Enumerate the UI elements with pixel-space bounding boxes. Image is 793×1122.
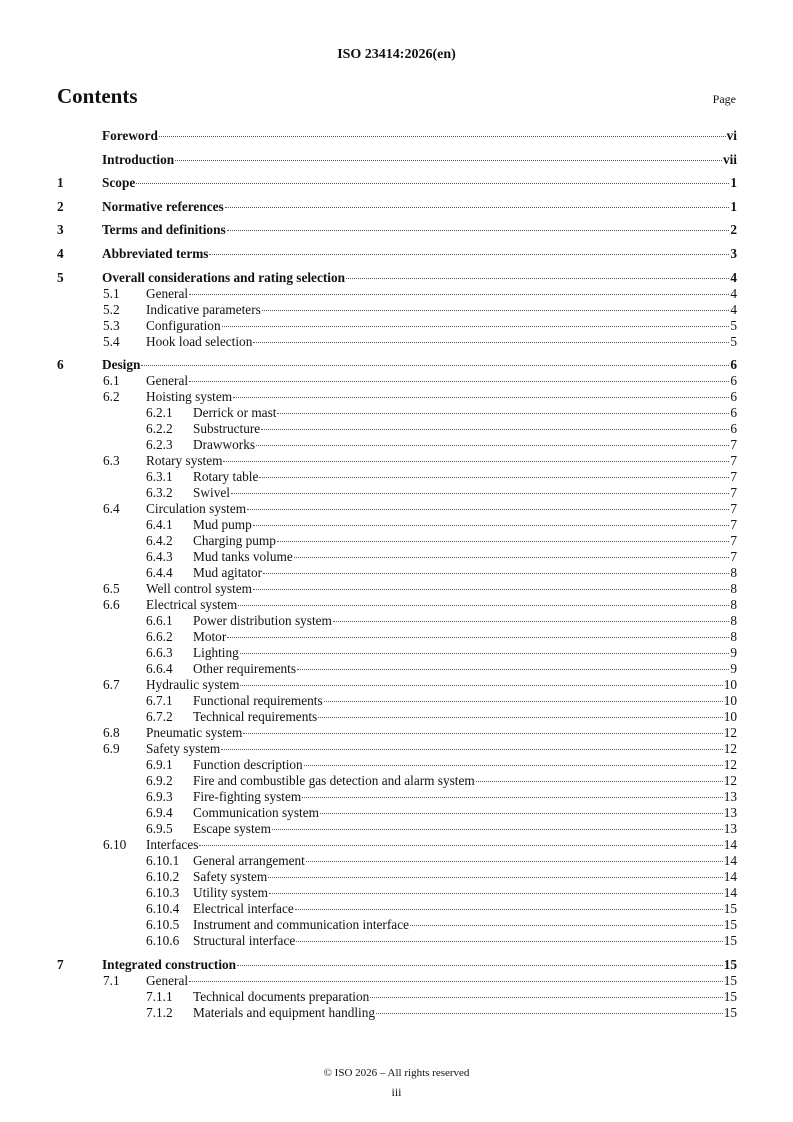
toc-entry-number: 6.3 [103, 453, 120, 469]
toc-entry-page: 1 [730, 198, 737, 214]
toc-entry[interactable] [57, 533, 737, 549]
dot-leader [294, 557, 730, 558]
toc-entry[interactable] [57, 901, 737, 917]
toc-entry-title: Rotary system [146, 453, 223, 469]
toc-entry[interactable] [57, 1005, 737, 1021]
toc-entry[interactable] [57, 757, 737, 773]
toc-entry-page: 4 [730, 285, 737, 301]
toc-entry-title: Safety system [193, 869, 268, 885]
toc-entry-page: vi [726, 128, 737, 143]
toc-entry-title: Motor [193, 629, 227, 645]
toc-entry-title: Power distribution system [193, 613, 332, 629]
toc-entry[interactable] [57, 933, 737, 949]
toc-entry-number: 6.4 [103, 501, 120, 517]
toc-entry-title: Electrical interface [193, 901, 294, 917]
toc-entry-number: 6.4.1 [146, 517, 173, 533]
toc-entry-title: Rotary table [193, 469, 259, 485]
toc-entry[interactable] [57, 725, 737, 741]
toc-entry-page: 13 [723, 821, 737, 837]
toc-entry-number: 6.9.3 [146, 789, 173, 805]
toc-entry-page: 7 [730, 549, 737, 565]
copyright-footer: © ISO 2026 – All rights reserved [323, 1067, 470, 1079]
toc-entry-number: 4 [57, 246, 64, 261]
toc-entry-title: Fire and combustible gas detection and alarm system [193, 773, 475, 789]
toc-entry-number: 6.9.2 [146, 773, 173, 789]
toc-entry[interactable] [57, 853, 737, 869]
toc-entry-title: Terms and definitions [102, 222, 226, 238]
dot-leader [253, 342, 729, 343]
dot-leader [225, 207, 730, 208]
toc-entry[interactable] [57, 222, 737, 238]
toc-entry-number: 6.3.2 [146, 485, 173, 501]
toc-entry-title: Charging pump [193, 533, 276, 549]
toc-entry-page: 14 [723, 885, 737, 901]
toc-entry[interactable] [57, 661, 737, 677]
toc-entry-number: 5.2 [103, 301, 120, 317]
toc-entry-page: 2 [730, 222, 737, 238]
toc-entry[interactable] [57, 973, 737, 989]
toc-entry-title: Structural interface [193, 933, 296, 949]
toc-entry-title: Mud tanks volume [193, 549, 293, 565]
toc-entry-page: 6 [730, 373, 737, 389]
page-number: iii [391, 1085, 402, 1099]
dot-leader [263, 573, 729, 574]
toc-entry-title: Well control system [146, 581, 253, 597]
dot-leader [295, 909, 723, 910]
toc-entry-page: 8 [730, 565, 737, 581]
dot-leader [261, 429, 729, 430]
toc-entry[interactable] [57, 693, 737, 709]
toc-entry-page: 10 [723, 677, 737, 693]
toc-entry-number: 6.9.1 [146, 757, 173, 773]
toc-entry-title: Overall considerations and rating selection [102, 269, 346, 285]
toc-entry[interactable] [57, 613, 737, 629]
toc-entry[interactable] [57, 565, 737, 581]
dot-leader [277, 541, 729, 542]
toc-entry-title: Foreword [102, 128, 158, 143]
toc-entry-title: Hoisting system [146, 389, 233, 405]
dot-leader [370, 997, 722, 998]
toc-entry-title: Introduction [102, 151, 175, 167]
toc-entry[interactable] [57, 549, 737, 565]
toc-entry-title: Technical requirements [193, 709, 318, 725]
toc-entry-title: General arrangement [193, 853, 305, 869]
toc-entry-page: 15 [723, 1004, 737, 1020]
toc-entry[interactable] [57, 501, 737, 517]
toc-entry-title: Other requirements [193, 661, 297, 677]
dot-leader [175, 160, 722, 161]
toc-entry-number: 6.10.6 [146, 933, 180, 949]
toc-entry-number: 7.1.1 [146, 988, 173, 1004]
toc-entry-title: Mud pump [193, 517, 252, 533]
toc-entry-title: Drawworks [193, 437, 256, 453]
toc-entry-number: 6.6.4 [146, 661, 173, 677]
toc-entry-page: 7 [730, 485, 737, 501]
toc-entry-page: 12 [723, 725, 737, 741]
toc-entry-title: Utility system [193, 885, 268, 901]
toc-entry-page: 5 [730, 333, 737, 349]
toc-entry-title: Function description [193, 757, 303, 773]
dot-leader [159, 136, 726, 137]
dot-leader [209, 254, 729, 255]
toc-entry-title: Swivel [193, 485, 230, 501]
toc-entry[interactable] [57, 709, 737, 725]
toc-entry-title: Hydraulic system [146, 677, 240, 693]
toc-entry-title: Abbreviated terms [102, 246, 209, 261]
toc-entry-number: 6.10.4 [146, 901, 180, 917]
toc-entry-number: 6.9 [103, 741, 120, 757]
toc-entry-number: 6 [57, 357, 64, 373]
dot-leader [304, 765, 723, 766]
toc-entry[interactable] [57, 357, 737, 373]
toc-entry[interactable] [57, 789, 737, 805]
dot-leader [189, 294, 729, 295]
dot-leader [243, 733, 722, 734]
dot-leader [320, 813, 723, 814]
toc-entry-number: 6.3.1 [146, 469, 173, 485]
toc-entry-page: 6 [730, 357, 737, 373]
toc-entry-page: 6 [730, 389, 737, 405]
toc-entry-page: 15 [723, 933, 737, 949]
dot-leader [272, 829, 723, 830]
dot-leader [346, 278, 729, 279]
toc-entry-number: 6.7 [103, 677, 120, 693]
dot-leader [247, 509, 729, 510]
toc-entry-title: Instrument and communication interface [193, 917, 409, 933]
dot-leader [221, 749, 722, 750]
toc-entry-title: General [146, 972, 189, 988]
toc-entry-number: 6.9.5 [146, 821, 173, 837]
toc-entry[interactable] [57, 373, 737, 389]
toc-entry-number: 6.2 [103, 389, 120, 405]
toc-entry-page: 12 [723, 757, 737, 773]
toc-entry[interactable] [57, 318, 737, 334]
dot-leader [262, 310, 730, 311]
dot-leader [227, 230, 730, 231]
toc-entry-page: 7 [730, 533, 737, 549]
dot-leader [233, 397, 729, 398]
toc-entry-number: 6.8 [103, 725, 120, 741]
toc-entry-page: 9 [730, 645, 737, 661]
toc-entry[interactable] [57, 421, 737, 437]
toc-entry-number: 6.6 [103, 597, 120, 613]
dot-leader [259, 477, 729, 478]
toc-entry-number: 6.9.4 [146, 805, 173, 821]
toc-entry-title: Substructure [193, 421, 261, 437]
dot-leader [324, 701, 723, 702]
toc-entry[interactable] [57, 389, 737, 405]
toc-entry[interactable] [57, 405, 737, 421]
toc-entry-number: 6.2.2 [146, 421, 173, 437]
toc-entry-number: 6.5 [103, 581, 120, 597]
toc-entry-title: Technical documents preparation [193, 988, 370, 1004]
toc-entry-title: Lighting [193, 645, 239, 661]
dot-leader [268, 877, 722, 878]
toc-entry-title: Scope [102, 175, 136, 191]
contents-title: Contents [57, 84, 138, 108]
toc-entry-number: 6.6.2 [146, 629, 173, 645]
toc-entry-page: 7 [730, 437, 737, 453]
toc-entry-page: 8 [730, 581, 737, 597]
dot-leader [238, 605, 729, 606]
document-id-header: ISO 23414:2026(en) [337, 47, 456, 62]
toc-entry[interactable] [57, 437, 737, 453]
toc-entry-page: 1 [730, 175, 737, 191]
toc-entry[interactable] [57, 773, 737, 789]
dot-leader [302, 797, 722, 798]
toc-entry[interactable] [57, 677, 737, 693]
toc-entry-number: 6.1 [103, 373, 120, 389]
dot-leader [296, 941, 722, 942]
page-column-label: Page [712, 92, 736, 106]
dot-leader [237, 965, 723, 966]
toc-entry-page: vii [722, 151, 737, 167]
toc-entry[interactable] [57, 302, 737, 318]
toc-entry-page: 8 [730, 597, 737, 613]
toc-entry[interactable] [57, 286, 737, 302]
toc-entry-number: 3 [57, 222, 64, 238]
toc-entry-page: 15 [723, 988, 737, 1004]
toc-entry[interactable] [57, 199, 737, 215]
toc-entry-number: 6.10 [103, 837, 127, 853]
toc-entry-page: 10 [723, 709, 737, 725]
toc-entry-number: 2 [57, 198, 64, 214]
toc-entry-title: General [146, 373, 189, 389]
toc-entry-title: Functional requirements [193, 693, 323, 709]
toc-entry-number: 6.6.1 [146, 613, 173, 629]
toc-entry-page: 12 [723, 773, 737, 789]
dot-leader [227, 637, 729, 638]
toc-entry-number: 6.6.3 [146, 645, 173, 661]
toc-entry-number: 7.1.2 [146, 1004, 173, 1020]
toc-entry-page: 4 [730, 269, 737, 285]
dot-leader [277, 413, 729, 414]
toc-entry-page: 14 [723, 837, 737, 853]
toc-entry[interactable] [57, 805, 737, 821]
dot-leader [476, 781, 723, 782]
toc-entry-number: 6.10.3 [146, 885, 180, 901]
toc-entry-number: 7.1 [103, 972, 120, 988]
toc-entry-page: 9 [730, 661, 737, 677]
dot-leader [240, 653, 730, 654]
dot-leader [222, 326, 730, 327]
toc-entry[interactable] [57, 485, 737, 501]
toc-entry-title: Integrated construction [102, 956, 237, 972]
toc-entry-page: 7 [730, 517, 737, 533]
toc-entry-page: 15 [723, 901, 737, 917]
toc-entry-title: General [146, 285, 189, 301]
toc-entry-title: Materials and equipment handling [193, 1004, 376, 1020]
dot-leader [141, 365, 729, 366]
toc-entry-title: Safety system [146, 741, 221, 757]
toc-entry-page: 8 [730, 613, 737, 629]
toc-entry-page: 12 [723, 741, 737, 757]
toc-entry-page: 10 [723, 693, 737, 709]
toc-entry[interactable] [57, 741, 737, 757]
toc-entry-title: Derrick or mast [193, 405, 277, 421]
toc-entry-page: 3 [730, 246, 737, 261]
toc-entry-page: 7 [730, 453, 737, 469]
toc-entry-title: Configuration [146, 317, 221, 333]
toc-entry[interactable] [57, 246, 737, 262]
dot-leader [376, 1013, 723, 1014]
toc-entry-title: Fire-fighting system [193, 789, 302, 805]
toc-entry-number: 7 [57, 956, 64, 972]
toc-entry-number: 5.1 [103, 285, 120, 301]
toc-entry-title: Normative references [102, 198, 224, 214]
toc-entry-title: Mud agitator [193, 565, 263, 581]
toc-entry-title: Interfaces [146, 837, 199, 853]
toc-entry-number: 6.7.2 [146, 709, 173, 725]
dot-leader [253, 589, 729, 590]
toc-entry-number: 5.3 [103, 317, 120, 333]
dot-leader [240, 685, 722, 686]
toc-entry-number: 6.4.3 [146, 549, 173, 565]
toc-entry-page: 7 [730, 469, 737, 485]
dot-leader [136, 183, 729, 184]
dot-leader [199, 845, 722, 846]
toc-entry[interactable] [57, 837, 737, 853]
dot-leader [189, 381, 729, 382]
toc-entry-title: Hook load selection [146, 333, 253, 349]
toc-entry-page: 15 [723, 956, 737, 972]
toc-entry[interactable] [57, 581, 737, 597]
toc-entry-number: 6.4.4 [146, 565, 173, 581]
toc-entry[interactable] [57, 175, 737, 191]
dot-leader [231, 493, 729, 494]
toc-entry[interactable] [57, 629, 737, 645]
toc-entry-page: 4 [730, 301, 737, 317]
toc-entry-number: 5 [57, 269, 64, 285]
toc-entry[interactable] [57, 917, 737, 933]
toc-entry-title: Communication system [193, 805, 319, 821]
toc-entry[interactable] [57, 453, 737, 469]
toc-entry[interactable] [57, 885, 737, 901]
toc-entry[interactable] [57, 270, 737, 286]
toc-entry-title: Circulation system [146, 501, 247, 517]
toc-entry-page: 6 [730, 405, 737, 421]
toc-entry-number: 6.7.1 [146, 693, 173, 709]
toc-entry-number: 6.10.1 [146, 853, 180, 869]
toc-entry-page: 13 [723, 805, 737, 821]
toc-entry-page: 6 [730, 421, 737, 437]
toc-entry-page: 15 [723, 972, 737, 988]
toc-entry-number: 6.10.2 [146, 869, 180, 885]
toc-entry-page: 8 [730, 629, 737, 645]
toc-entry-title: Design [102, 357, 141, 373]
toc-entry-number: 5.4 [103, 333, 120, 349]
toc-entry[interactable] [57, 469, 737, 485]
toc-entry-number: 6.10.5 [146, 917, 180, 933]
toc-entry[interactable] [57, 821, 737, 837]
dot-leader [253, 525, 730, 526]
toc-entry[interactable] [57, 517, 737, 533]
dot-leader [318, 717, 722, 718]
toc-entry[interactable] [57, 128, 737, 144]
dot-leader [189, 981, 723, 982]
toc-entry[interactable] [57, 957, 737, 973]
dot-leader [223, 461, 729, 462]
toc-entry-number: 1 [57, 175, 64, 191]
toc-entry[interactable] [57, 152, 737, 168]
toc-entry-number: 6.2.3 [146, 437, 173, 453]
dot-leader [269, 893, 723, 894]
dot-leader [410, 925, 723, 926]
toc-entry-title: Electrical system [146, 597, 238, 613]
toc-entry-page: 5 [730, 317, 737, 333]
toc-entry-title: Indicative parameters [146, 301, 261, 317]
toc-entry[interactable] [57, 597, 737, 613]
dot-leader [297, 669, 729, 670]
toc-entry-page: 15 [723, 917, 737, 933]
toc-entry-page: 14 [723, 869, 737, 885]
dot-leader [256, 445, 729, 446]
toc-entry-number: 6.4.2 [146, 533, 173, 549]
toc-entry-title: Pneumatic system [146, 725, 243, 741]
toc-entry-page: 7 [730, 501, 737, 517]
toc-entry[interactable] [57, 989, 737, 1005]
toc-entry-title: Escape system [193, 821, 271, 837]
toc-entry[interactable] [57, 334, 737, 350]
toc-entry-page: 14 [723, 853, 737, 869]
toc-entry-page: 13 [723, 789, 737, 805]
toc-entry[interactable] [57, 645, 737, 661]
toc-entry-number: 6.2.1 [146, 405, 173, 421]
dot-leader [306, 861, 723, 862]
dot-leader [333, 621, 729, 622]
toc-entry[interactable] [57, 869, 737, 885]
